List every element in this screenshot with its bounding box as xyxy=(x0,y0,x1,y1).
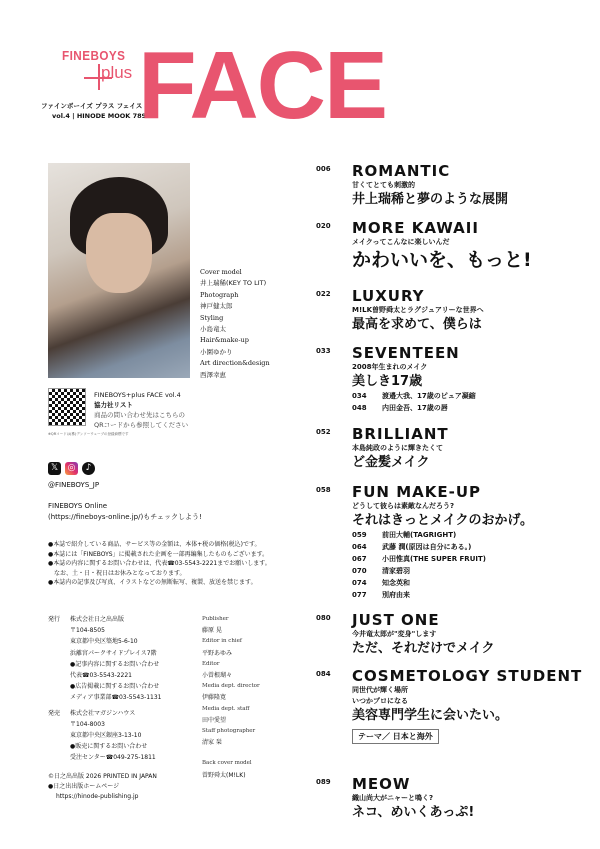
staff-role: Publisher xyxy=(202,616,229,622)
toc-page-number: 089 xyxy=(316,778,331,786)
toc-subtitle: 織山尚大がニャーと鳴く? xyxy=(352,794,434,802)
toc-subitem[interactable] xyxy=(352,529,533,541)
qr-line: 商品の問い合わせ先はこちらの xyxy=(94,411,185,419)
toc-title[interactable]: MORE KAWAII xyxy=(352,219,479,237)
credit-role: Styling xyxy=(200,313,224,322)
toc-subitem-text: 前田大輔(TAGRIGHT) xyxy=(382,531,457,539)
note-line: ●本誌には「FINEBOYS」に掲載された企画を一部再編集したものもございます。 xyxy=(48,550,269,558)
staff-role: Editor xyxy=(202,660,220,667)
credit-name: 小島竜太 xyxy=(200,325,226,334)
distributor-line: 東京都中央区銀座3-13-10 xyxy=(70,732,142,740)
toc-subitem-page: 074 xyxy=(352,579,367,587)
toc-headline: 井上瑞稀と夢のような展開 xyxy=(352,192,509,207)
cover-photo-face xyxy=(86,213,152,293)
toc-entry xyxy=(316,776,474,821)
staff-name: 田中愛望 xyxy=(202,716,227,724)
staff-name: 伊藤隆寛 xyxy=(202,694,227,702)
notes xyxy=(48,540,271,588)
toc-subtitle: 同世代が輝く場所 xyxy=(352,686,408,694)
qr-note: ※QRコードは(株)デンソーウェーブの登録商標です xyxy=(48,432,129,436)
toc-entry-body xyxy=(352,484,533,601)
toc-headline: ネコ、めいくあっぷ! xyxy=(352,805,475,820)
credit-role: Art direction&design xyxy=(200,359,270,368)
toc-subitem[interactable] xyxy=(352,541,533,553)
online-url[interactable]: (https://fineboys-online.jp/)もチェックしよう! xyxy=(48,513,202,521)
toc-entry xyxy=(316,426,449,471)
toc-page-number: 052 xyxy=(316,428,331,436)
staff-role: Back cover model xyxy=(202,760,252,767)
note-line: ●本誌の内容に関するお問い合わせは、代表☎03-5543-2221までお願いします。 xyxy=(48,560,271,568)
online-name: FINEBOYS Online xyxy=(48,502,108,510)
staff-role: Staff photographer xyxy=(202,728,256,735)
cover-photo xyxy=(48,163,190,378)
toc-entry-body xyxy=(352,288,484,333)
staff-name: 曽野舜太(M!LK) xyxy=(202,771,246,779)
toc-subtitle: 甘くてとても刺激的 xyxy=(352,181,415,189)
online-info xyxy=(48,501,202,523)
toc-title[interactable]: JUST ONE xyxy=(352,611,440,629)
toc-page-number: 006 xyxy=(316,165,331,173)
toc-headline: ただ、それだけでメイク xyxy=(352,641,495,656)
toc-subtitle: 本島純政のように輝きたくて xyxy=(352,444,443,452)
qr-info xyxy=(94,390,188,430)
staff-list xyxy=(202,614,260,781)
toc-subitem-text: 武藤 潤(原因は自分にある。) xyxy=(382,543,472,551)
publisher-label: 発行 xyxy=(48,616,61,623)
homepage-url[interactable]: https://hinode-publishing.jp xyxy=(56,793,139,800)
staff-name: 藤原 晃 xyxy=(202,627,222,635)
toc-entry-body xyxy=(352,426,449,471)
note-line: ●本誌で紹介している商品、サービス等の金額は、本体+税の価格(税込)です。 xyxy=(48,541,261,548)
toc-subitem-page: 067 xyxy=(352,555,367,563)
tiktok-icon[interactable]: ♪ xyxy=(82,462,95,475)
toc-title[interactable]: COSMETOLOGY STUDENT xyxy=(352,667,583,685)
homepage-label: ●日之出出版ホームページ xyxy=(48,783,120,790)
toc-headline: それはきっとメイクのおかげ。 xyxy=(352,513,533,528)
toc-subitem-page: 059 xyxy=(352,531,367,539)
toc-entry xyxy=(316,668,582,744)
toc-subitem-page: 034 xyxy=(352,392,367,400)
toc-entry xyxy=(316,345,476,414)
publisher-line: ●記事内容に関するお問い合わせ xyxy=(70,660,160,668)
publisher-line: 代表☎03-5543-2221 xyxy=(70,672,132,680)
toc-subtitle: いつかプロになる xyxy=(352,697,408,705)
credit-name: 神戸健太郎 xyxy=(200,302,233,311)
toc-title[interactable]: LUXURY xyxy=(352,287,425,305)
credit-name: 西澤幸恵 xyxy=(200,370,226,379)
toc-title[interactable]: SEVENTEEN xyxy=(352,344,460,362)
toc-title[interactable]: MEOW xyxy=(352,775,411,793)
qr-code[interactable] xyxy=(48,388,86,426)
toc-page-number: 020 xyxy=(316,222,331,230)
staff-name: 小曽根瑚々 xyxy=(202,672,233,680)
toc-subitem-page: 048 xyxy=(352,404,367,412)
staff-role: Media dept. director xyxy=(202,683,260,690)
publisher-line: 株式会社日之出出版 xyxy=(70,616,125,623)
qr-subtitle: 協力社リスト xyxy=(94,401,133,409)
distributor-line: 〒104-8003 xyxy=(70,720,105,728)
publisher-line: 浜離宮パークサイドプレイス7階 xyxy=(70,649,157,657)
toc-headline: ど金髪メイク xyxy=(352,455,430,470)
toc-entry-body xyxy=(352,345,476,414)
toc-entry xyxy=(316,612,494,657)
magazine-title: FACE xyxy=(138,32,387,139)
toc-headline: 美しき17歳 xyxy=(352,374,423,389)
qr-title: FINEBOYS+plus FACE vol.4 xyxy=(94,391,181,399)
credit-name: 井上瑞稀(KEY TO LIT) xyxy=(200,279,267,288)
toc-headline: かわいいを、もっと! xyxy=(352,249,532,271)
toc-entry-body xyxy=(352,668,582,744)
toc-page-number: 058 xyxy=(316,486,331,494)
logo-plus: plus xyxy=(101,63,133,82)
toc-subtitle: どうして彼らは素敵なんだろう? xyxy=(352,502,455,510)
qr-line: QRコードから参照してください xyxy=(94,421,189,429)
toc-subitem[interactable] xyxy=(352,553,533,565)
credit-name: 小園ゆかり xyxy=(200,347,233,356)
toc-entry xyxy=(316,163,508,208)
toc-entry-body xyxy=(352,776,474,821)
toc-subtitle: メイクってこんなに楽しいんだ xyxy=(352,238,450,246)
toc-page-number: 084 xyxy=(316,670,331,678)
publisher-block xyxy=(48,614,162,704)
toc-entry xyxy=(316,288,484,333)
toc-page-number: 022 xyxy=(316,290,331,298)
note-line: ●本誌内の記事及び写真、イラストなどの無断転写、複製、放送を禁じます。 xyxy=(48,579,257,587)
note-line: なお、土・日・祝日はお休みとなっております。 xyxy=(48,569,186,577)
toc-subitem-page: 070 xyxy=(352,567,367,575)
toc-subitem[interactable] xyxy=(352,402,476,414)
distributor-label: 発売 xyxy=(48,709,61,717)
toc-subitem-text: 知念英和 xyxy=(382,579,410,587)
toc-entry-body xyxy=(352,220,532,272)
toc-subitem-text: 渡邉大我、17歳のピュア凝縮 xyxy=(382,392,476,400)
staff-role: Media dept. staff xyxy=(202,705,250,712)
colophon xyxy=(48,614,162,764)
toc-entry-body xyxy=(352,612,494,657)
instagram-icon[interactable]: ◎ xyxy=(65,462,78,475)
staff-name: 平野あゆみ xyxy=(202,649,233,657)
publisher-line: ●広告掲載に関するお問い合わせ xyxy=(70,683,160,691)
title-kana: ファインボーイズ プラス フェイス xyxy=(41,102,143,110)
toc-subitem[interactable] xyxy=(352,565,533,577)
toc-subtitle: 今井竜太郎が"変身"します xyxy=(352,630,437,638)
toc-subitem-page: 064 xyxy=(352,543,367,551)
toc-page-number: 080 xyxy=(316,614,331,622)
toc-title[interactable]: BRILLIANT xyxy=(352,425,449,443)
staff-role: Editor in chief xyxy=(202,638,242,645)
toc-subitem-text: 内田金吾、17歳の唇 xyxy=(382,404,448,412)
publisher-line: メディア事業部☎03-5543-1131 xyxy=(70,694,162,702)
toc-entry xyxy=(316,220,532,272)
toc-entry-body xyxy=(352,163,508,208)
cover-credits xyxy=(200,267,270,381)
distributor-line: ●販売に関するお問い合わせ xyxy=(70,743,148,751)
toc-title[interactable]: FUN MAKE-UP xyxy=(352,483,482,501)
toc-entry xyxy=(316,484,533,601)
toc-subitem[interactable] xyxy=(352,390,476,402)
distributor-line: 受注センター☎049-275-1811 xyxy=(70,754,156,762)
credit-role: Photograph xyxy=(200,290,239,299)
toc-subtitle: 2008年生まれのメイク xyxy=(352,363,428,371)
sns-handle: @FINEBOYS_JP xyxy=(48,481,100,489)
logo-fineboys: FINEBOYS xyxy=(62,48,126,63)
credit-role: Hair&make-up xyxy=(200,336,249,345)
publisher-line: 東京都中央区築地5-6-10 xyxy=(70,638,138,646)
toc-page-number: 033 xyxy=(316,347,331,355)
toc-subitem[interactable] xyxy=(352,577,533,589)
publisher-line: 〒104-8505 xyxy=(70,627,105,635)
copyright: ©日之出出版 2026 PRINTED IN JAPAN xyxy=(48,773,157,780)
distributor-line: 株式会社マガジンハウス xyxy=(70,709,136,717)
theme-tag: テーマ／ 日本と海外 xyxy=(352,729,439,744)
toc-subtitle: M!LK曽野舜太とラグジュアリーな世界へ xyxy=(352,306,484,314)
toc-subitem-text: 小田惟真(THE SUPER FRUIT) xyxy=(382,555,486,563)
toc-title[interactable]: ROMANTIC xyxy=(352,162,451,180)
distributor-block xyxy=(48,708,162,764)
x-icon[interactable]: 𝕏 xyxy=(48,462,61,475)
credit-role: Cover model xyxy=(200,268,242,276)
toc-headline: 美容専門学生に会いたい。 xyxy=(352,708,509,723)
volume-info: vol.4 | HINODE MOOK 789 xyxy=(52,112,147,120)
toc-subitem[interactable] xyxy=(352,589,533,601)
staff-name: 清家 栞 xyxy=(202,739,222,747)
toc-subitem-page: 077 xyxy=(352,591,367,599)
toc-headline: 最高を求めて、僕らは xyxy=(352,317,482,332)
toc-subitem-text: 別府由来 xyxy=(382,591,410,599)
footer xyxy=(48,772,157,802)
toc-subitem-text: 清家碧羽 xyxy=(382,567,410,575)
